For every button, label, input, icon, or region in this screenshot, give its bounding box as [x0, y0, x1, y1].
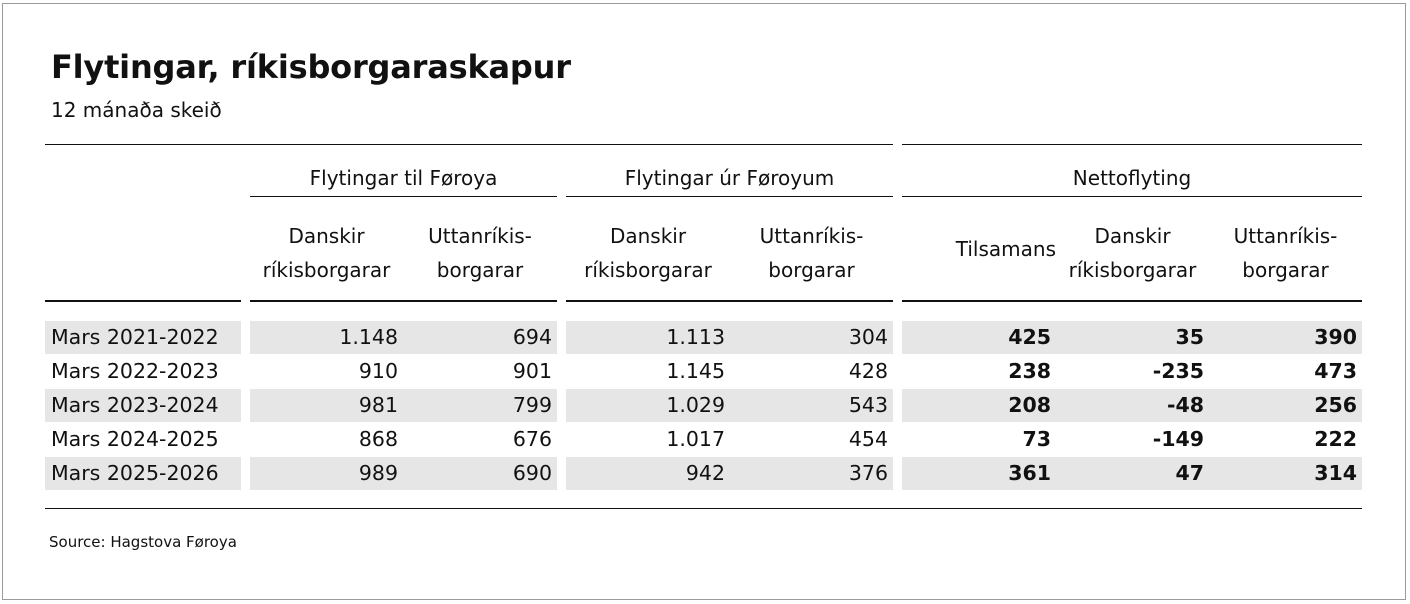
cell-til-danskir: 1.148 — [339, 325, 398, 349]
cell-ur-danskir: 1.113 — [666, 325, 725, 349]
page-title: Flytingar, ríkisborgaraskapur — [51, 48, 571, 86]
row-period: Mars 2025-2026 — [51, 461, 219, 485]
row-period: Mars 2024-2025 — [51, 427, 219, 451]
cell-til-uttan: 676 — [512, 427, 552, 451]
cell-til-danskir: 910 — [358, 359, 398, 383]
cell-netto-uttan: 390 — [1314, 325, 1357, 349]
cell-netto-uttan: 222 — [1314, 427, 1357, 451]
header-rule-netto — [902, 300, 1362, 302]
table-row — [0, 355, 1410, 388]
cell-ur-uttan: 376 — [848, 461, 888, 485]
table-row — [0, 423, 1410, 456]
top-rule-right — [902, 144, 1362, 145]
group-rule-netto — [902, 196, 1362, 197]
cell-netto-tilsamans: 238 — [1008, 359, 1051, 383]
cell-netto-danskir: 35 — [1175, 325, 1204, 349]
cell-til-uttan: 690 — [512, 461, 552, 485]
cell-netto-tilsamans: 425 — [1008, 325, 1051, 349]
cell-til-danskir: 981 — [358, 393, 398, 417]
cell-ur-uttan: 428 — [848, 359, 888, 383]
cell-netto-danskir: -48 — [1166, 393, 1204, 417]
bottom-rule — [45, 508, 1362, 509]
table-row — [0, 457, 1410, 490]
table-row — [0, 389, 1410, 422]
col-header-netto-tilsamans: Tilsamans — [955, 237, 1056, 261]
cell-til-danskir: 868 — [358, 427, 398, 451]
table-row — [0, 321, 1410, 354]
header-rule-label — [45, 300, 241, 302]
cell-netto-danskir: -149 — [1152, 427, 1204, 451]
cell-netto-uttan: 473 — [1314, 359, 1357, 383]
cell-ur-uttan: 543 — [848, 393, 888, 417]
col-header-til-danskir: Danskir ríkisborgarar — [262, 224, 391, 282]
row-period: Mars 2023-2024 — [51, 393, 219, 417]
row-period: Mars 2021-2022 — [51, 325, 219, 349]
cell-netto-danskir: -235 — [1152, 359, 1204, 383]
header-rule-ur — [566, 300, 893, 302]
cell-ur-danskir: 1.017 — [666, 427, 725, 451]
col-header-ur-uttan: Uttanríkis- borgarar — [759, 224, 864, 282]
cell-ur-uttan: 304 — [848, 325, 888, 349]
cell-ur-danskir: 1.145 — [666, 359, 725, 383]
cell-til-uttan: 799 — [512, 393, 552, 417]
col-header-netto-uttan: Uttanríkis- borgarar — [1233, 224, 1338, 282]
cell-ur-danskir: 1.029 — [666, 393, 725, 417]
cell-til-uttan: 694 — [512, 325, 552, 349]
cell-til-uttan: 901 — [512, 359, 552, 383]
cell-netto-uttan: 256 — [1314, 393, 1357, 417]
group-header-netto: Nettoflyting — [1072, 166, 1192, 190]
cell-netto-tilsamans: 208 — [1008, 393, 1051, 417]
group-header-ur: Flytingar úr Føroyum — [624, 166, 835, 190]
cell-netto-tilsamans: 73 — [1022, 427, 1051, 451]
row-period: Mars 2022-2023 — [51, 359, 219, 383]
col-header-til-uttan: Uttanríkis- borgarar — [428, 224, 532, 282]
group-rule-til — [250, 196, 557, 197]
top-rule-left — [45, 144, 893, 145]
header-rule-til — [250, 300, 557, 302]
col-header-ur-danskir: Danskir ríkisborgarar — [584, 224, 712, 282]
cell-ur-danskir: 942 — [685, 461, 725, 485]
cell-ur-uttan: 454 — [848, 427, 888, 451]
col-header-netto-danskir: Danskir ríkisborgarar — [1068, 224, 1197, 282]
cell-netto-uttan: 314 — [1314, 461, 1357, 485]
page-subtitle: 12 mánaða skeið — [51, 98, 222, 122]
group-rule-ur — [566, 196, 893, 197]
source-note: Source: Hagstova Føroya — [49, 533, 237, 551]
cell-netto-tilsamans: 361 — [1008, 461, 1051, 485]
cell-netto-danskir: 47 — [1175, 461, 1204, 485]
group-header-til: Flytingar til Føroya — [309, 166, 498, 190]
cell-til-danskir: 989 — [358, 461, 398, 485]
